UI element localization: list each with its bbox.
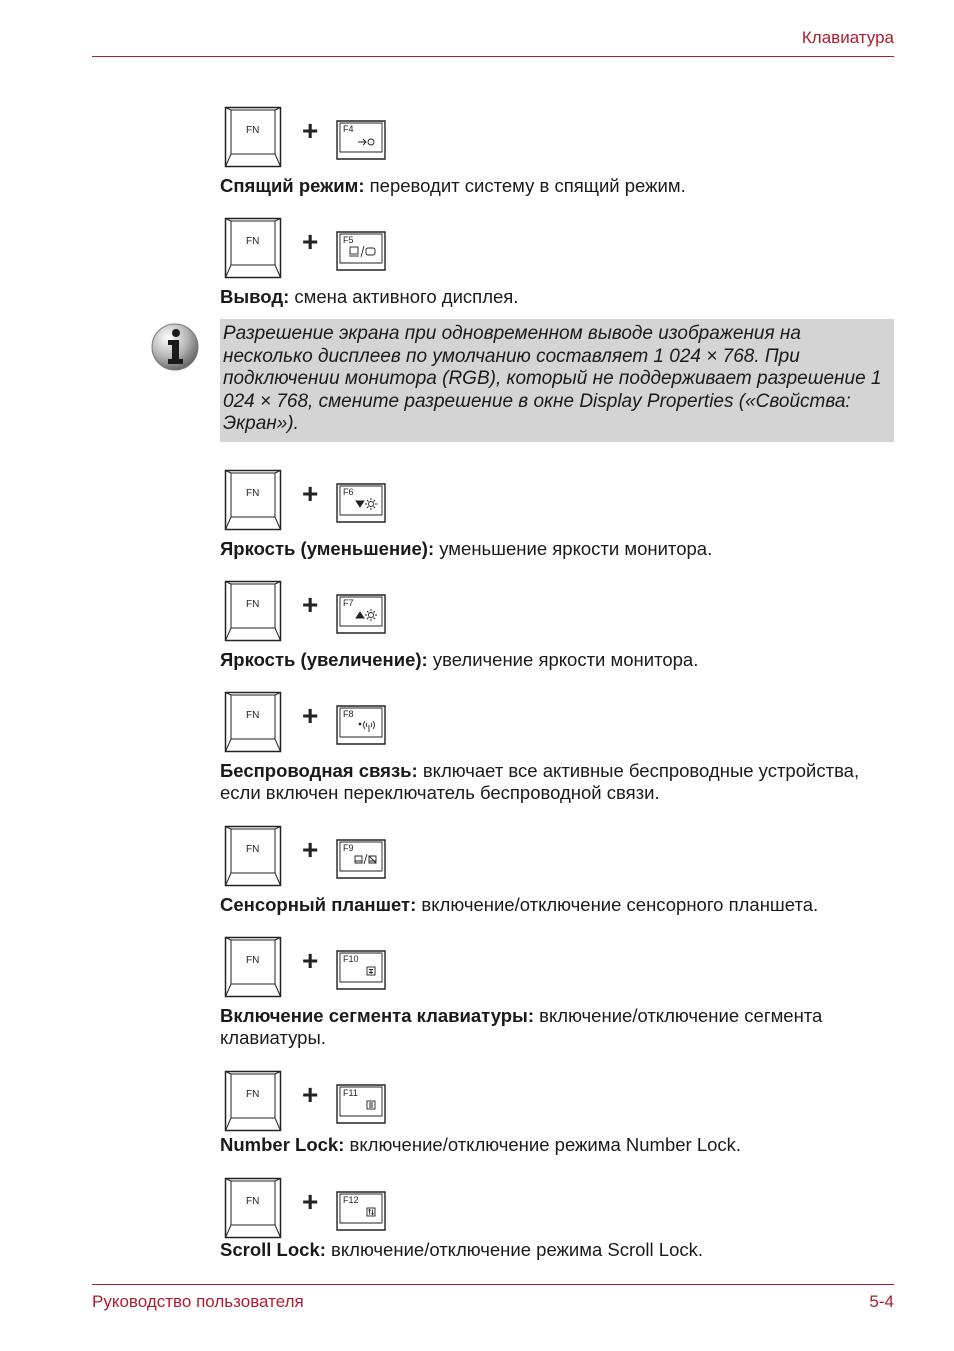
plus-sign: + [302, 478, 319, 509]
f11-key-label: F11 [343, 1088, 358, 1098]
footer-divider [92, 1284, 894, 1285]
description-term: Включение сегмента клавиатуры: [220, 1005, 535, 1026]
description-text: включение/отключение режима Number Lock. [344, 1134, 742, 1155]
plus-sign: + [302, 834, 319, 865]
key-combo-fn-f5 [224, 217, 394, 281]
key-combo-fn-f9 [224, 825, 394, 889]
key-combo-fn-f4 [224, 106, 394, 170]
description-term: Яркость (уменьшение): [220, 538, 435, 559]
description-term: Беспроводная связь: [220, 760, 418, 781]
f10-key-label: F10 [343, 954, 359, 964]
fn-key-icon [224, 106, 282, 168]
key-combo-fn-f6 [224, 469, 394, 533]
combo-description-f8 [220, 760, 890, 804]
f8-key-icon [336, 705, 386, 745]
f10-key-icon [336, 950, 386, 990]
f12-key-label: F12 [343, 1195, 359, 1205]
plus-sign: + [302, 1186, 319, 1217]
key-combo-fn-f7 [224, 580, 394, 644]
combo-description-f5 [220, 286, 890, 308]
combo-description-f10 [220, 1005, 890, 1049]
note-text: Разрешение экрана при одновременном выводе изображения на несколько дисплеев по умолчанию составляет 1 024 × 768. При подключении монитора (RGB), который не поддерживает разрешение 1 024 × 768, смените разрешение в окне Display Properties («Свойства: Экран»). [223, 323, 882, 435]
footer-page-number: 5-4 [869, 1292, 894, 1311]
description-term: Яркость (увеличение): [220, 649, 428, 670]
combo-description-f12 [220, 1239, 890, 1261]
description-text: включение/отключение сегмента клавиатуры. [220, 1005, 823, 1048]
f4-key-icon [336, 120, 386, 160]
fn-key-icon [224, 1177, 282, 1239]
header-divider [92, 56, 894, 57]
key-combo-fn-f11 [224, 1070, 394, 1134]
description-term: Спящий режим: [220, 175, 365, 196]
plus-sign: + [302, 1079, 319, 1110]
fn-key-label: FN [246, 236, 260, 247]
description-term: Сенсорный планшет: [220, 894, 417, 915]
plus-sign: + [302, 589, 319, 620]
plus-sign: + [302, 226, 319, 257]
info-icon [150, 322, 200, 372]
key-combo-fn-f10 [224, 936, 394, 1000]
fn-key-icon [224, 691, 282, 753]
plus-sign: + [302, 700, 319, 731]
fn-key-icon [224, 469, 282, 531]
fn-key-label: FN [246, 710, 260, 721]
f4-key-label: F4 [343, 124, 354, 134]
f5-key-label: F5 [343, 235, 354, 245]
fn-key-label: FN [246, 599, 260, 610]
plus-sign: + [302, 945, 319, 976]
fn-key-icon [224, 217, 282, 279]
fn-key-label: FN [246, 844, 260, 855]
f7-key-label: F7 [343, 598, 354, 608]
fn-key-label: FN [246, 1089, 260, 1100]
combo-description-f6 [220, 538, 890, 560]
description-text: переводит систему в спящий режим. [364, 175, 686, 196]
plus-sign: + [302, 115, 319, 146]
description-text: включает все активные беспроводные устройства, если включен переключатель беспроводной связи. [220, 760, 860, 803]
description-text: уменьшение яркости монитора. [434, 538, 713, 559]
description-term: Scroll Lock: [220, 1239, 326, 1260]
combo-description-f11 [220, 1134, 890, 1156]
description-term: Number Lock: [220, 1134, 345, 1155]
key-combo-fn-f8 [224, 691, 394, 755]
combo-description-f4 [220, 175, 890, 197]
description-text: включение/отключение сенсорного планшета. [416, 894, 819, 915]
fn-key-label: FN [246, 1196, 260, 1207]
combo-description-f9 [220, 894, 890, 916]
fn-key-icon [224, 936, 282, 998]
description-text: смена активного дисплея. [289, 286, 519, 307]
fn-key-label: FN [246, 955, 260, 966]
f6-key-icon [336, 483, 386, 523]
f12-key-icon [336, 1191, 386, 1231]
fn-key-icon [224, 580, 282, 642]
fn-key-label: FN [246, 488, 260, 499]
key-combo-fn-f12 [224, 1177, 394, 1241]
f8-key-label: F8 [343, 709, 354, 719]
footer-manual-title: Руководство пользователя [92, 1292, 304, 1311]
f6-key-label: F6 [343, 487, 354, 497]
description-text: увеличение яркости монитора. [427, 649, 699, 670]
fn-key-icon [224, 825, 282, 887]
f5-key-icon [336, 231, 386, 271]
combo-description-f7 [220, 649, 890, 671]
header-section-title: Клавиатура [801, 28, 894, 47]
description-term: Вывод: [220, 286, 290, 307]
f7-key-icon [336, 594, 386, 634]
fn-key-label: FN [246, 125, 260, 136]
f9-key-label: F9 [343, 843, 354, 853]
f11-key-icon [336, 1084, 386, 1124]
f9-key-icon [336, 839, 386, 879]
fn-key-icon [224, 1070, 282, 1132]
description-text: включение/отключение режима Scroll Lock. [325, 1239, 703, 1260]
